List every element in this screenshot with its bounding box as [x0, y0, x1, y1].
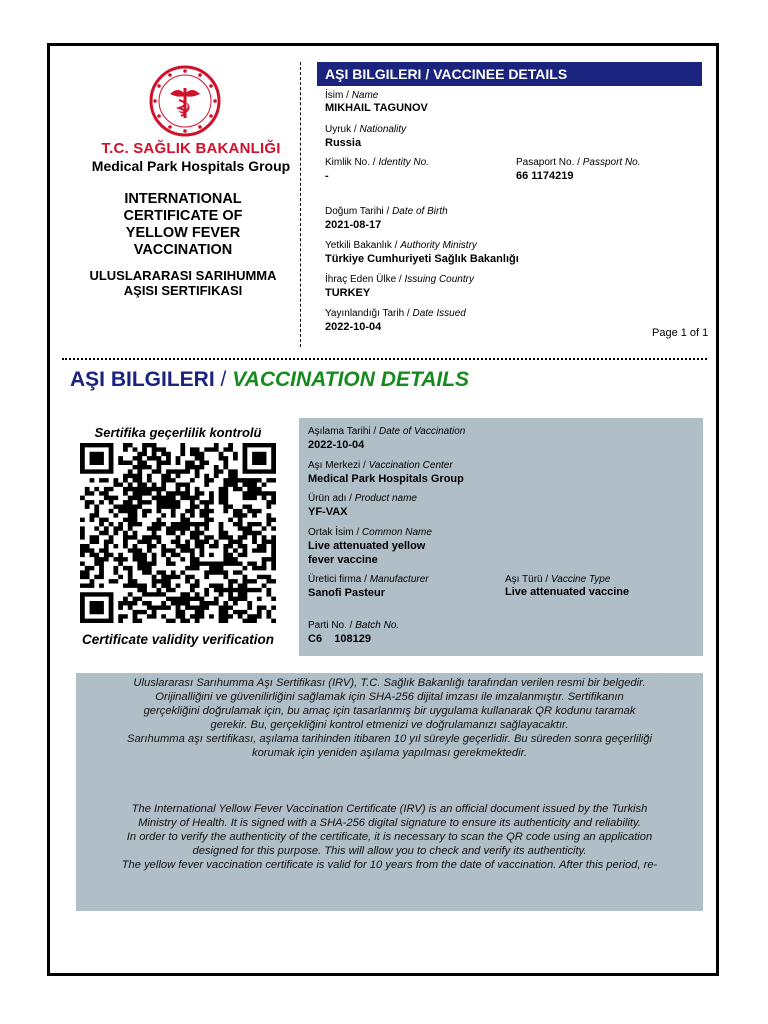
disclaimer-tr-line: gerekir. Bu, gerçekliğini kontrol etmenizi ve doğrulamanızı sağlayacaktır. [210, 719, 569, 731]
authority-label: Yetkili Bakanlık / Authority Ministry [325, 240, 477, 251]
disclaimer-en-line: The International Yellow Fever Vaccination Certificate (IRV) is an official document issued by the Turkish [131, 803, 648, 815]
certificate-title-en: INTERNATIONAL CERTIFICATE OF YELLOW FEVER VACCINATION [123, 191, 243, 258]
qr-label-top: Sertifika geçerlilik kontrolü [94, 425, 262, 440]
vaccination-date-label: Aşılama Tarihi / Date of Vaccination [308, 426, 466, 437]
ministry-name: T.C. SAĞLIK BAKANLIĞI [101, 140, 281, 157]
vaccination-date-value: 2022-10-04 [308, 439, 365, 451]
vaccine-type-value: Live attenuated vaccine [505, 586, 630, 598]
identity-label: Kimlik No. / Identity No. [325, 157, 429, 168]
name-value: MIKHAIL TAGUNOV [325, 102, 428, 114]
vaccination-title-tr: AŞI BILGILERI [70, 368, 215, 391]
nationality-label: Uyruk / Nationality [325, 124, 407, 135]
passport-label: Pasaport No. / Passport No. [516, 157, 641, 168]
disclaimer-text [78, 676, 701, 872]
authority-value: Türkiye Cumhuriyeti Sağlık Bakanlığı [325, 253, 519, 265]
common-name-label: Ortak İsim / Common Name [308, 527, 432, 538]
disclaimer-tr-line: korumak için yeniden aşılama yapılması gerekmektedir. [251, 747, 528, 759]
vaccination-details-title [70, 368, 469, 392]
disclaimer-tr-line: Orijinalliğini ve güvenilirliğini sağlamak için SHA-256 dijital imzası ile imzalanmıştır. Sertifikanın [155, 691, 624, 703]
vaccination-center-label: Aşı Merkezi / Vaccination Center [308, 460, 453, 471]
common-name-value-line1: Live attenuated yellow [308, 540, 426, 552]
identity-value: - [325, 170, 329, 182]
manufacturer-label: Üretici firma / Manufacturer [308, 574, 429, 585]
disclaimer-tr-line: gerçekliğini doğrulamak için, bu amaç için tasarlanmış bir uygulama kullanarak QR kodunu taramak [143, 705, 636, 717]
hospital-group-name: Medical Park Hospitals Group [91, 158, 291, 174]
ministry-seal-icon [148, 64, 222, 138]
batch-label: Parti No. / Batch No. [308, 620, 400, 631]
disclaimer-spacer [78, 760, 701, 802]
disclaimer-en-line: Ministry of Health. It is signed with a SHA-256 digital signature to ensure its authenticity and reliability. [138, 817, 641, 829]
section-divider-vertical [300, 62, 301, 347]
country-label: İhraç Eden Ülke / Issuing Country [325, 274, 474, 285]
country-value: TURKEY [325, 287, 371, 299]
nationality-value: Russia [325, 137, 362, 149]
disclaimer-tr-line: Uluslararası Sarıhumma Aşı Sertifikası (IRV), T.C. Sağlık Bakanlığı tarafından verilen resmi bir belgedir. [133, 677, 646, 689]
dob-value: 2021-08-17 [325, 219, 382, 231]
dob-label: Doğum Tarihi / Date of Birth [325, 206, 448, 217]
manufacturer-value: Sanofi Pasteur [308, 587, 386, 599]
disclaimer-en-line: The yellow fever vaccination certificate is valid for 10 years from the date of vaccination. After this period, re- [121, 859, 658, 871]
qr-code-modules [80, 443, 276, 623]
vaccinee-details-header: AŞI BILGILERI / VACCINEE DETAILS [317, 62, 702, 86]
page-indicator: Page 1 of 1 [652, 327, 709, 339]
vaccination-center-value: Medical Park Hospitals Group [308, 473, 464, 485]
vaccination-title-en: VACCINATION DETAILS [232, 368, 470, 391]
certificate-title-tr: ULUSLARARASI SARIHUMMA AŞISI SERTIFIKASI [89, 268, 277, 298]
product-name-value: YF-VAX [308, 506, 348, 518]
batch-value: C6 108129 [308, 633, 372, 645]
disclaimer-en-line: designed for this purpose. This will allow you to check and verify its authenticity. [192, 845, 587, 857]
disclaimer-tr-line: Sarıhumma aşı sertifikası, aşılama tarihinden itibaren 10 yıl süreyle geçerlidir. Bu süreden sonra geçerliliği [126, 733, 653, 745]
product-name-label: Ürün adı / Product name [308, 493, 417, 504]
name-label: İsim / Name [325, 90, 379, 101]
vaccination-title-separator: / [220, 368, 227, 391]
disclaimer-en-line: In order to verify the authenticity of the certificate, it is necessary to scan the QR code using an application [126, 831, 653, 843]
date-issued-label: Yayınlandığı Tarih / Date Issued [325, 308, 466, 319]
date-issued-value: 2022-10-04 [325, 321, 382, 333]
common-name-value-line2: fever vaccine [308, 554, 378, 566]
qr-code[interactable] [80, 443, 276, 623]
vaccine-type-label: Aşı Türü / Vaccine Type [505, 574, 611, 585]
passport-value: 66 1174219 [516, 170, 574, 182]
section-divider-horizontal [62, 358, 707, 360]
qr-label-bottom: Certificate validity verification [81, 632, 275, 647]
